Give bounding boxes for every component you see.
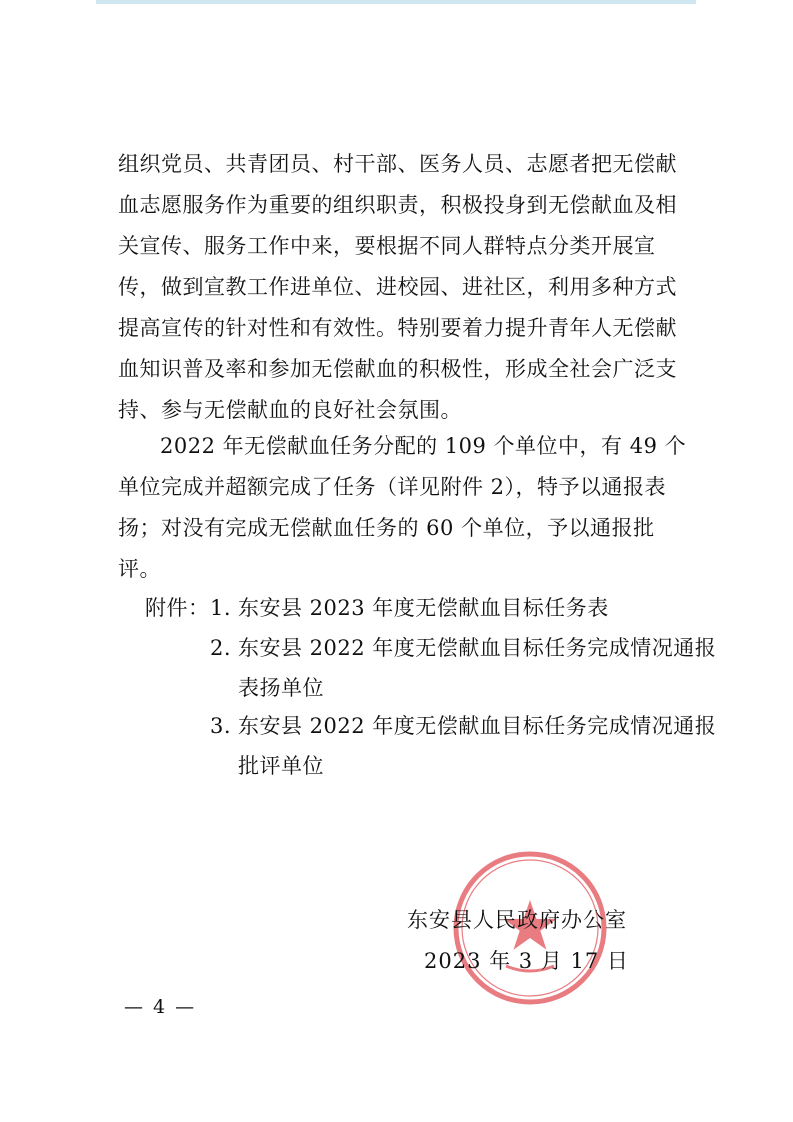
attachment-3-title: 东安县 2022 年度无偿献血目标任务完成情况通报 <box>238 714 717 738</box>
attachment-2-title-cont: 表扬单位 <box>238 676 324 700</box>
attachment-1-number: 1. <box>210 596 232 620</box>
issuing-organization: 东安县人民政府办公室 <box>407 908 627 932</box>
top-edge-band <box>96 0 696 4</box>
body-paragraph-2: 2022 年无偿献血任务分配的 109 个单位中，有 49 个单位完成并超额完成了任务（详见附件 2），特予以通报表扬；对没有完成无偿献血任务的 60 个单位，予以通报批评。 <box>118 434 687 581</box>
attachment-3-title-cont: 批评单位 <box>238 754 324 778</box>
attachment-2-title: 东安县 2022 年度无偿献血目标任务完成情况通报 <box>238 636 717 660</box>
attachments-label: 附件： <box>145 596 210 620</box>
attachment-2-number: 2. <box>210 636 232 660</box>
attachment-3-number: 3. <box>210 714 232 738</box>
page-number: — 4 — <box>124 996 197 1018</box>
attachment-1-title: 东安县 2023 年度无偿献血目标任务表 <box>238 596 609 620</box>
body-paragraph-1: 组织党员、共青团员、村干部、医务人员、志愿者把无偿献血志愿服务作为重要的组织职责，积极投身到无偿献血及相关宣传、服务工作中来，要根据不同人群特点分类开展宣传，做到宣教工作进单位、进校园、进社区，利用多种方式提高宣传的针对性和有效性。特别要着力提升青年人无偿献血知识普及率和参加无偿献血的积极性，形成全社会广泛支持、参与无偿献血的良好社会氛围。 <box>118 152 677 422</box>
issue-date: 2023 年 3 月 17 日 <box>424 949 629 973</box>
